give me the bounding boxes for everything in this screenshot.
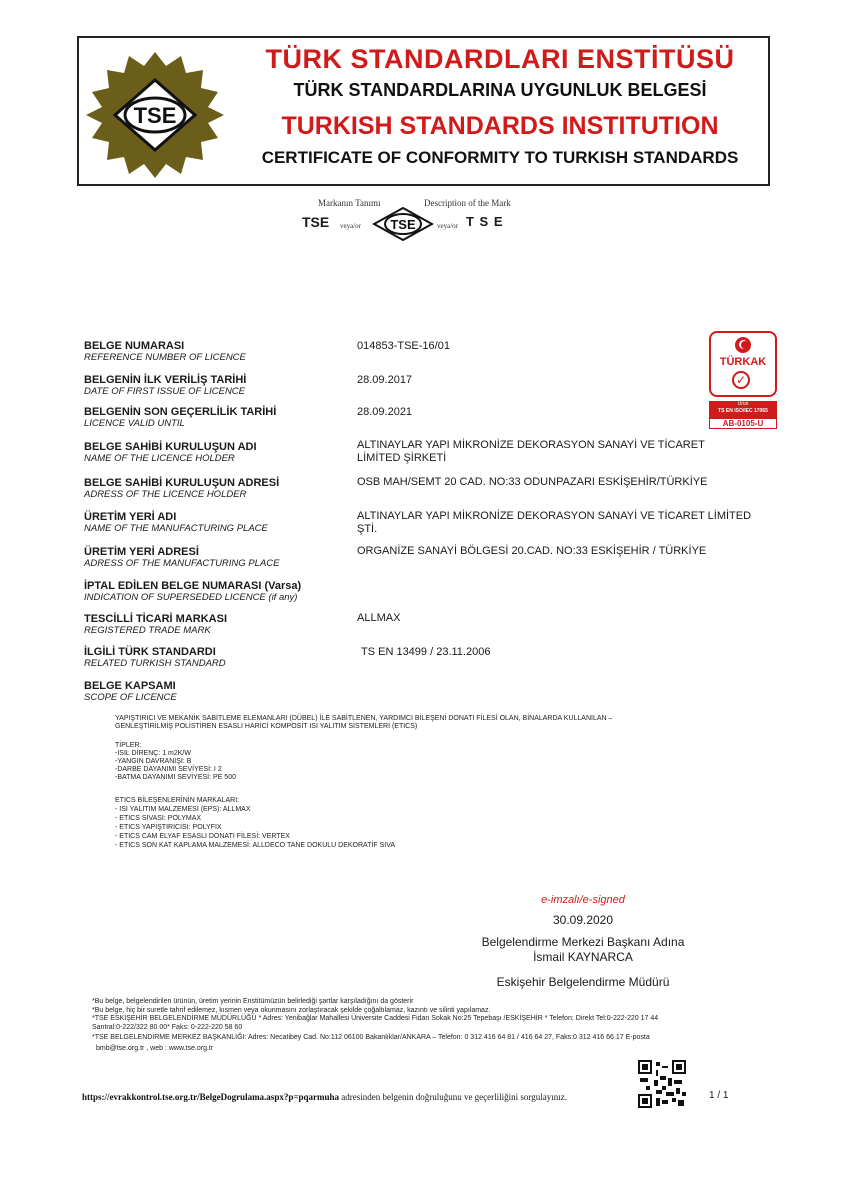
field-label: BELGE KAPSAMI	[84, 680, 176, 692]
field-sub: NAME OF THE MANUFACTURING PLACE	[84, 523, 268, 534]
scope-line: -YANGIN DAVRANIŞI: B	[115, 758, 192, 765]
verification-line	[82, 1092, 567, 1102]
field-label: İPTAL EDİLEN BELGE NUMARASI (Varsa)	[84, 580, 302, 592]
scope-line: -ISIL DİRENÇ: 1 m2K/W	[115, 750, 191, 757]
qr-code-icon	[636, 1058, 688, 1110]
field-sub: DATE OF FIRST ISSUE OF LICENCE	[84, 386, 245, 397]
field-label: BELGENİN SON GEÇERLİLİK TARİHİ	[84, 406, 277, 418]
field-label: İLGİLİ TÜRK STANDARDI	[84, 646, 216, 658]
scope-line: - ETICS CAM ELYAF ESASLI DONATI FİLESİ: VERTEX	[115, 833, 290, 840]
scope-line: TİPLER:	[115, 742, 142, 749]
signature-on-behalf: Belgelendirme Merkezi Başkanı Adına	[481, 935, 685, 949]
field-value: TS EN 13499 / 23.11.2006	[361, 646, 491, 658]
mark-variant-3: T S E	[466, 214, 504, 229]
field-label: ÜRETİM YERİ ADRESİ	[84, 546, 199, 558]
scope-line: - ISI YALITIM MALZEMESİ (EPS): ALLMAX	[115, 806, 251, 813]
mark-label-en: Description of the Mark	[424, 198, 511, 208]
title-en: TURKISH STANDARDS INSTITUTION	[281, 112, 719, 140]
field-label: ÜRETİM YERİ ADI	[84, 511, 177, 523]
field-sub: RELATED TURKISH STANDARD	[84, 658, 226, 669]
veya-or-1: veya/or	[340, 222, 361, 230]
turkak-name: TÜRKAK	[719, 356, 767, 368]
field-sub: NAME OF THE LICENCE HOLDER	[84, 453, 235, 464]
footer-note: *Bu belge, belgelendirilen ürünün, üretim yerinin Enstitümüzün belirlediği şartlar karşıladığını da gösterir	[92, 998, 414, 1005]
field-sub: ADRESS OF THE MANUFACTURING PLACE	[84, 558, 280, 569]
field-value: 014853-TSE-16/01	[357, 340, 450, 352]
field-label: BELGE NUMARASI	[84, 340, 185, 352]
field-label: BELGE SAHİBİ KURULUŞUN ADRESİ	[84, 477, 280, 489]
subtitle-en: CERTIFICATE OF CONFORMITY TO TURKISH STANDARDS	[261, 148, 739, 167]
veya-or-2: veya/or	[437, 222, 458, 230]
signatory-name: İsmail KAYNARCA	[533, 950, 633, 964]
footer-note: Santral:0-222/322 80 00* Faks: 0-222-220 58 60	[92, 1024, 243, 1031]
field-sub: SCOPE OF LICENCE	[84, 692, 177, 703]
scope-line: ETICS BİLEŞENLERİNİN MARKALARI:	[115, 797, 240, 804]
turkak-code: AB-0105-U	[709, 418, 777, 429]
tse-seal-icon	[80, 50, 230, 180]
verification-text: adresinden belgenin doğruluğunu ve geçerliliğini sorgulayınız.	[338, 1092, 567, 1102]
subtitle-tr: TÜRK STANDARDLARINA UYGUNLUK BELGESİ	[293, 80, 707, 100]
title-tr: TÜRK STANDARDLARI ENSTİTÜSÜ	[265, 44, 735, 74]
field-value: 28.09.2021	[357, 406, 413, 418]
mark-label-tr: Markanın Tanımı	[318, 198, 381, 208]
scope-line: - ETICS SON KAT KAPLAMA MALZEMESİ: ALLDECO TANE DOKULU DEKORATİF SIVA	[115, 842, 396, 849]
scope-line: -BATMA DAYANIMI SEVİYESİ: PE 500	[115, 774, 236, 781]
scope-line: - ETICS YAPIŞTIRICISI: POLYFIX	[115, 824, 222, 831]
field-value: ALTINAYLAR YAPI MİKRONİZE DEKORASYON SANAYİ VE TİCARET LİMİTED ŞİRKETİ	[357, 439, 705, 464]
signatory-title: Eskişehir Belgelendirme Müdürü	[496, 975, 670, 989]
field-value: OSB MAH/SEMT 20 CAD. NO:33 ODUNPAZARI ESKİŞEHİR/TÜRKİYE	[357, 476, 708, 488]
svg-text:TSE: TSE	[133, 103, 177, 128]
scope-line: -DARBE DAYANIMI SEVİYESİ: I 2	[115, 766, 222, 773]
field-sub: ADRESS OF THE LICENCE HOLDER	[84, 489, 247, 500]
field-value: ORGANİZE SANAYİ BÖLGESİ 20.CAD. NO:33 ESKİŞEHİR / TÜRKİYE	[357, 545, 707, 557]
field-sub: INDICATION OF SUPERSEDED LICENCE (if any)	[84, 592, 298, 603]
mark-variant-1: TSE	[302, 214, 330, 230]
field-label: TESCİLLİ TİCARİ MARKASI	[84, 613, 227, 625]
page-number: 1 / 1	[709, 1090, 729, 1101]
field-label: BELGENİN İLK VERİLİŞ TARİHİ	[84, 374, 247, 386]
svg-text:TSE: TSE	[390, 217, 416, 232]
scope-line: - ETICS SIVASI: POLYMAX	[115, 815, 202, 822]
field-sub: REFERENCE NUMBER OF LICENCE	[84, 352, 246, 363]
footer-note: bmb@tse.org.tr , web : www.tse.org.tr	[96, 1045, 214, 1052]
field-sub: LICENCE VALID UNTIL	[84, 418, 185, 429]
check-icon: ✓	[732, 371, 750, 389]
footer-note: *Bu belge, hiç bir suretle tahrif edilemez, kısmen veya okunmasını zorlaştıracak şekilde çoğaltılamaz, kazıntı ve silinti yapılamaz.	[92, 1007, 491, 1014]
field-label: BELGE SAHİBİ KURULUŞUN ADI	[84, 441, 257, 453]
tse-mark-emblem-icon	[372, 206, 434, 242]
scope-line: YAPIŞTIRICI VE MEKANİK SABİTLEME ELEMANLARI (DÜBEL) İLE SABİTLENEN, YARDIMCI BİLEŞENİ DONATI FİLESİ OLAN, BİNALARDA KULLANILAN –	[115, 715, 613, 722]
turkak-line2: TS EN ISO/IEC 17065	[718, 408, 768, 414]
scope-line: GENLEŞTİRİLMİŞ POLİSTİREN ESASLI HARİCİ KOMPOSİT ISI YALITIM SİSTEMLERİ (ETICS)	[115, 723, 418, 730]
field-value: 28.09.2017	[357, 374, 413, 386]
field-sub: REGISTERED TRADE MARK	[84, 625, 211, 636]
footer-note: *TSE BELGELENDİRME MERKEZ BAŞKANLIĞI: Adres: Necatibey Cad. No:112 06100 Bakanlıklar/ANKARA – Telefon: 0 312 416 64 81 / 416 64 27, Faks:0 312 416 66 17 E-posta	[92, 1034, 650, 1041]
field-value: ALTINAYLAR YAPI MİKRONİZE DEKORASYON SANAYİ VE TİCARET LİMİTED ŞTİ.	[357, 510, 752, 535]
footer-note: *TSE ESKİŞEHİR BELGELENDİRME MÜDÜRLÜĞÜ * Adres: Yenibağlar Mahallesi Üniversite Caddesi Fidan Sokak No:25 Tepebaşı /ESKİŞEHİR * Telefon: Direkt Tel:0-222-220 17 44	[92, 1015, 659, 1022]
e-signed-label: e-imzalı/e-signed	[541, 894, 625, 906]
signature-date: 30.09.2020	[552, 913, 614, 927]
turkak-line1: Ürün	[737, 401, 749, 407]
verification-link[interactable]: https://evrakkontrol.tse.org.tr/BelgeDogrulama.aspx?p=pqarmuha	[82, 1092, 339, 1102]
field-value: ALLMAX	[357, 612, 401, 624]
